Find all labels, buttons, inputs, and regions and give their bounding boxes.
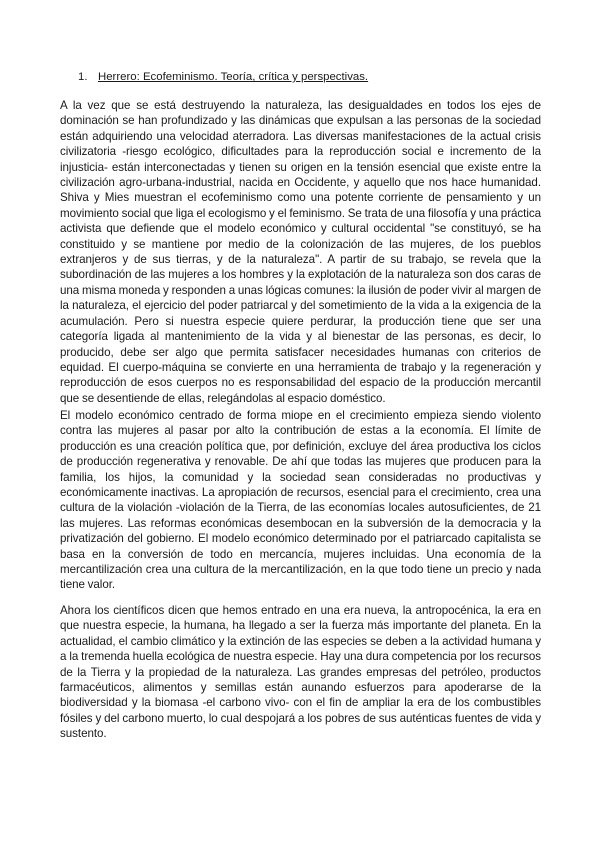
section-heading	[78, 70, 368, 85]
heading-title: Herrero: Ecofeminismo. Teoría, crítica y perspectivas.	[98, 71, 369, 83]
paragraph-2: El modelo económico centrado de forma miope en el crecimiento empieza siendo violento contra las mujeres al pasar por alto la contribución de estas a la economía. El límite de producción es una creación política que, por definición, excluye del área productiva los ciclos de producción regenerativa y renovable. De ahí que todas las mujeres que producen para la familia, los hijos, la comunidad y la sociedad sean consideradas no productivas y económicamente inactivas. La apropiación de recursos, esencial para el crecimiento, crea una cultura de la violación -violación de la Tierra, de las economías locales autosuficientes, de 21 las mujeres. Las reformas económicas desembocan en la subversión de la democracia y la privatización del gobierno. El modelo económico determinado por el patriarcado capitalista se basa en la conversión de todo en mercancía, mujeres incluidas. Una economía de la mercantilización crea una cultura de la mercantilización, en la que todo tiene un precio y nada tiene valor.	[60, 409, 541, 592]
paragraph-1: A la vez que se está destruyendo la naturaleza, las desigualdades en todos los ejes de dominación se han profundizado y las dinámicas que expulsan a las personas de la sociedad están adquiriendo una velocidad aterradora. Las diversas manifestaciones de la actual crisis civilizatoria -riesgo ecológico, dificultades para la reproducción social e incremento de la injusticia- están interconectadas y tienen su origen en la tensión esencial que existe entre la civilización agro-urbana-industrial, nacida en Occidente, y aquello que nos hace humanidad. Shiva y Mies muestran el ecofeminismo como una potente corriente de pensamiento y un movimiento social que liga el ecologismo y el feminismo. Se trata de una filosofía y una práctica activista que defiende que el modelo económico y cultural occidental "se constituyó, se ha constituido y se mantiene por medio de la colonización de las mujeres, de los pueblos extranjeros y de sus tierras, y de la naturaleza". A partir de su trabajo, se revela que la subordinación de las mujeres a los hombres y la explotación de la naturaleza son dos caras de una misma moneda y responden a unas lógicas comunes: la ilusión de poder vivir al margen de la naturaleza, el ejercicio del poder patriarcal y del sometimiento de la vida a la exigencia de la acumulación. Pero si nuestra especie quiere perdurar, la producción tiene que ser una categoría ligada al mantenimiento de la vida y al bienestar de las personas, es decir, lo producido, debe ser algo que permita satisfacer necesidades humanas con criterios de equidad. El cuerpo-máquina se convierte en una herramienta de trabajo y la regeneración y reproducción de esos cuerpos no es responsabilidad del espacio de la producción mercantil que se desentiende de ellas, relegándolas al espacio doméstico.	[60, 99, 541, 405]
paragraph-3: Ahora los científicos dicen que hemos entrado en una era nueva, la antropocénica, la era en que nuestra especie, la humana, ha llegado a ser la fuerza más importante del planeta. En la actualidad, el cambio climático y la extinción de las especies se deben a la actividad humana y a la tremenda huella ecológica de nuestra especie. Hay una dura competencia por los recursos de la Tierra y la propiedad de la naturaleza. Las grandes empresas del petróleo, productos farmacéuticos, alimentos y semillas están aunando esfuerzos para apoderarse de la biodiversidad y la biomasa -el carbono vivo- con el fin de ampliar la era de los combustibles fósiles y del carbono muerto, lo cual despojará a los pobres de sus auténticas fuentes de vida y sustento.	[60, 604, 541, 741]
heading-number: 1.	[78, 71, 88, 83]
